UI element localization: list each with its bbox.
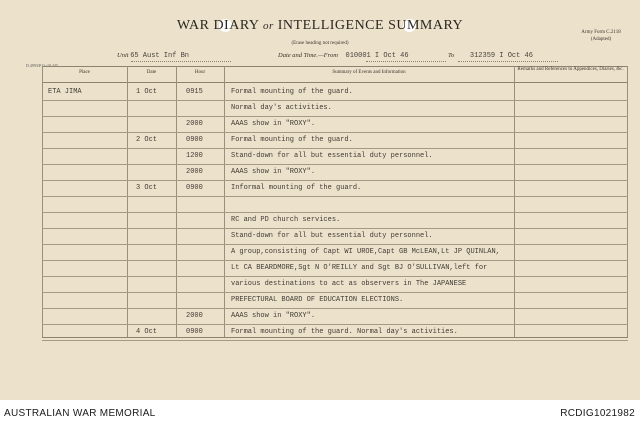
row-hour: 2000 xyxy=(186,120,203,128)
row-summary: Informal mounting of the guard. xyxy=(231,184,362,192)
row-place: ETA JIMA xyxy=(48,88,82,96)
row-divider xyxy=(42,340,628,341)
row-divider xyxy=(42,228,628,229)
row-summary: AAAS show in "ROXY". xyxy=(231,120,316,128)
row-divider xyxy=(42,116,628,117)
column-header-summary: Summary of Events and Information xyxy=(332,70,406,75)
row-divider xyxy=(42,260,628,261)
date-from-rule xyxy=(366,61,446,62)
row-hour: 0900 xyxy=(186,136,203,144)
form-number xyxy=(576,29,626,43)
title-intelligence-summary: INTELLIGENCE SUMMARY xyxy=(277,18,464,33)
row-summary: Normal day's activities. xyxy=(231,104,332,112)
row-divider xyxy=(42,196,628,197)
row-hour: 2000 xyxy=(186,312,203,320)
date-from-field xyxy=(278,52,409,60)
column-header-place: Place xyxy=(79,70,90,75)
form-number-line1: Army Form C.2118 xyxy=(581,30,621,35)
row-summary: Formal mounting of the guard. xyxy=(231,88,353,96)
column-rule xyxy=(224,66,225,337)
row-summary: Formal mounting of the guard. xyxy=(231,136,353,144)
column-rule xyxy=(42,66,43,337)
column-rule xyxy=(627,66,628,337)
column-header-remarks: Remarks and References to Appendices, Diaries, &c. xyxy=(517,67,624,72)
row-date: 2 Oct xyxy=(136,136,158,144)
unit-rule xyxy=(131,61,231,62)
date-label: Date and Time.—From xyxy=(278,52,338,59)
date-to-field xyxy=(448,52,533,60)
row-hour: 0900 xyxy=(186,328,203,336)
column-rule xyxy=(514,66,515,337)
row-hour: 1200 xyxy=(186,152,203,160)
row-divider xyxy=(42,132,628,133)
row-summary: RC and PD church services. xyxy=(231,216,341,224)
unit-value: 65 Aust Inf Bn xyxy=(130,52,189,60)
row-summary: Formal mounting of the guard. Normal day's activities. xyxy=(231,328,458,336)
date-to-rule xyxy=(458,61,558,62)
column-rule xyxy=(176,66,177,337)
table-bottom-border xyxy=(42,337,628,338)
column-header-date: Date xyxy=(146,70,157,75)
row-divider xyxy=(42,180,628,181)
row-divider xyxy=(42,212,628,213)
page-subtitle: (Erase heading not required) xyxy=(291,41,349,46)
row-summary: PREFECTURAL BOARD OF EDUCATION ELECTIONS. xyxy=(231,296,404,304)
column-rule xyxy=(127,66,128,337)
title-or: or xyxy=(262,20,274,32)
page-title xyxy=(0,18,640,34)
row-summary: Stand-down for all but essential duty personnel. xyxy=(231,152,433,160)
row-date: 4 Oct xyxy=(136,328,158,336)
row-date: 3 Oct xyxy=(136,184,158,192)
to-label: To xyxy=(448,52,455,59)
row-summary: A group,consisting of Capt WI UROE,Capt GB McLEAN,Lt JP QUINLAN, xyxy=(231,248,500,256)
row-summary: Stand-down for all but essential duty personnel. xyxy=(231,232,433,240)
print-stamp: D.4993/P.O.-10.445 xyxy=(26,63,59,68)
column-header-hour: Hour xyxy=(194,70,206,75)
row-hour: 0915 xyxy=(186,88,203,96)
row-hour: 0900 xyxy=(186,184,203,192)
row-summary: AAAS show in "ROXY". xyxy=(231,168,316,176)
row-divider xyxy=(42,276,628,277)
form-number-line2: (Adapted) xyxy=(590,37,612,42)
row-divider xyxy=(42,164,628,165)
date-to-value: 312359 I Oct 46 xyxy=(469,52,533,60)
row-summary: AAAS show in "ROXY". xyxy=(231,312,316,320)
table-header-border xyxy=(42,82,628,83)
row-divider xyxy=(42,324,628,325)
archive-credit: AUSTRALIAN WAR MEMORIAL xyxy=(4,408,156,419)
row-divider xyxy=(42,292,628,293)
title-war-diary: WAR DIARY xyxy=(176,18,259,33)
unit-field xyxy=(117,52,189,60)
row-hour: 2000 xyxy=(186,168,203,176)
row-divider xyxy=(42,308,628,309)
row-divider xyxy=(42,244,628,245)
row-date: 1 Oct xyxy=(136,88,158,96)
archive-reference: RCDIG1021982 xyxy=(560,408,635,419)
row-divider xyxy=(42,100,628,101)
row-summary: various destinations to act as observers in The JAPANESE xyxy=(231,280,467,288)
row-summary: Lt CA BEARDMORE,Sgt N O'REILLY and Sgt BJ O'SULLIVAN,left for xyxy=(231,264,488,272)
row-divider xyxy=(42,148,628,149)
unit-label: Unit xyxy=(117,52,129,59)
date-from-value: 010001 I Oct 46 xyxy=(345,52,409,60)
